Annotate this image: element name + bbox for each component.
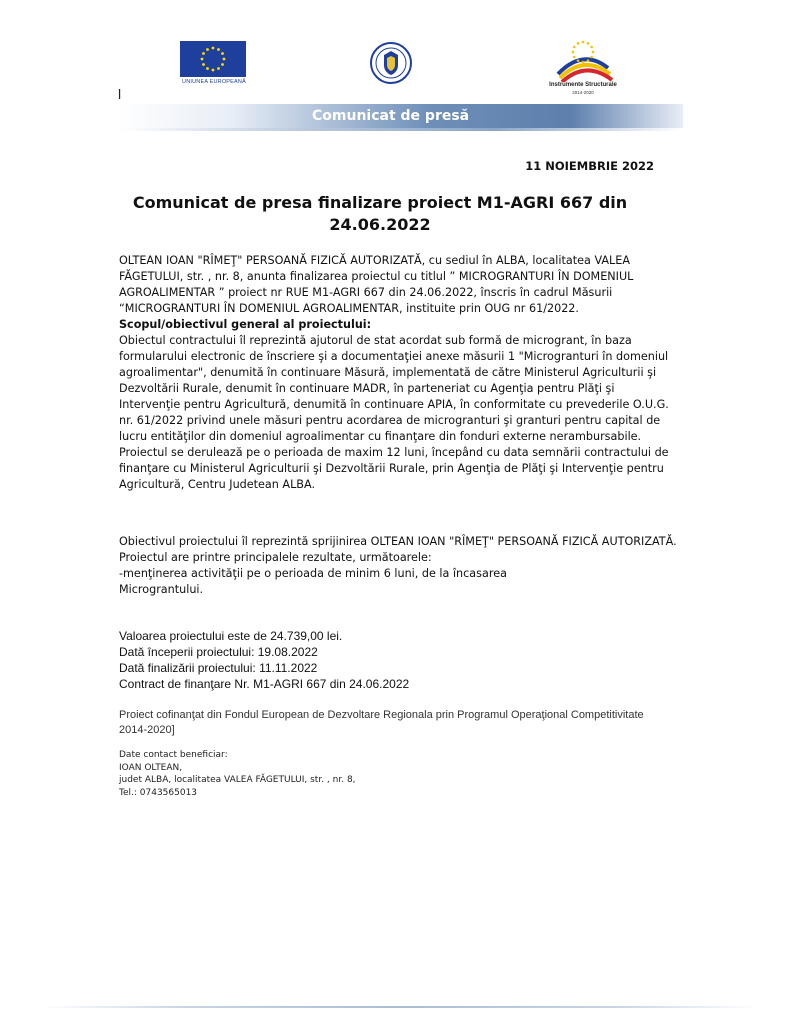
star-icon (223, 58, 226, 61)
structural-instruments-caption: Instrumente Structurale (549, 82, 617, 88)
star-icon (202, 52, 205, 55)
banner-strip (118, 128, 683, 131)
duration-paragraph: Proiectul se derulează pe o perioada de maxim 12 luni, începând cu data semnării contractului de finanţare cu Ministerul Agriculturii şi Dezvoltării Rurale, prin Agenţia de Plăţi şi Intervenţie pentru Agricultură, Centru Judetean ALBA. (119, 446, 669, 491)
star-icon (206, 48, 209, 51)
banner-title: Comunicat de presă (312, 108, 470, 124)
scope-paragraph: Obiectul contractului îl reprezintă ajutorul de stat acordat sub formă de microgrant, în baza formularului electronic de înscriere şi a documentaţiei anexe măsurii 1 "Microgranturi în domeniul agroalimentar", denumită în continuare Măsură, implementată de către Ministerul Agriculturii şi Dezvoltării Rurale, denumit în continuare MADR, în parteneriat cu Agenţia pentru Plăţi şi Intervenţie pentru Agricultură, denumită în continuare APIA, în conformitate cu prevederile O.U.G. nr. 61/2022 privind unele măsuri pentru acordarea de microgranturi şi granturi pentru capital de lucru entităţilor din domeniul agroalimentar cu finanţare din fonduri externe nerambursabile. (119, 334, 669, 443)
star-icon (587, 59, 590, 62)
star-icon (221, 63, 224, 66)
star-icon (212, 47, 215, 50)
eu-caption: UNIUNEA EUROPEANĂ (182, 79, 246, 85)
star-icon (202, 63, 205, 66)
objective-paragraph: Obiectivul proiectului îl reprezintă sprijinirea OLTEAN IOAN "RÎMEŢ" PERSOANĂ FIZICĂ AUTORIZATĂ. (119, 535, 677, 548)
contact-address: judet ALBA, localitatea VALEA FĂGETULUI, str. , nr. 8, (119, 775, 356, 785)
financing-contract: Contract de finanţare Nr. M1-AGRI 667 din 24.06.2022 (119, 677, 410, 691)
star-icon (217, 48, 220, 51)
star-icon (582, 61, 585, 64)
contact-phone: Tel.: 0743565013 (119, 787, 198, 798)
cofinancing-note: Proiect cofinanţat din Fondul European de Dezvoltare Regionala prin Programul Operaţional Competitivitate 2014-2020] (119, 709, 644, 736)
star-icon (572, 51, 575, 54)
contact-block (119, 749, 659, 799)
star-icon (582, 41, 585, 44)
star-icon (590, 46, 593, 49)
intro-paragraph: OLTEAN IOAN "RÎMEŢ" PERSOANĂ FIZICĂ AUTORIZATĂ, cu sediul în ALBA, localitatea VALEA FĂGETULUI, str. , nr. 8, anunta finalizarea proiectul cu titlul ” MICROGRANTURI ÎN DOMENIUL AGROALIMENTAR ” proiect nr RUE M1-AGRI 667 din 24.06.2022, înscris în cadrul Măsurii “MICROGRANTURI ÎN DOMENIUL AGROALIMENTAR, instituite prin OUG nr 61/2022. (119, 254, 634, 315)
star-icon (577, 59, 580, 62)
project-value: Valoarea proiectului este de 24.739,00 lei. (119, 629, 343, 643)
objective-section (119, 534, 679, 598)
star-icon (221, 52, 224, 55)
star-icon (587, 42, 590, 45)
star-icon (201, 58, 204, 61)
results-item-line-2: Micrograntului. (119, 583, 204, 596)
title-line-1: Comunicat de presa finalizare proiect M1-AGRI 667 din (132, 193, 628, 212)
eu-logo (180, 41, 248, 87)
stray-mark: l (118, 86, 122, 102)
results-intro: Proiectul are printre principalele rezultate, următoarele: (119, 551, 432, 564)
star-icon (206, 67, 209, 70)
star-icon (592, 51, 595, 54)
project-end-date: Dată finalizării proiectului: 11.11.2022 (119, 661, 318, 675)
document-title (120, 192, 640, 236)
project-start-date: Dată începerii proiectului: 19.08.2022 (119, 645, 318, 659)
document-body (119, 253, 679, 493)
star-icon (217, 67, 220, 70)
footer-line (40, 1006, 760, 1008)
star-icon (573, 46, 576, 49)
structural-instruments-years: 2014-2020 (572, 90, 594, 95)
star-icon (212, 69, 215, 72)
results-item-line-1: -menţinerea activităţii pe o perioada de minim 6 luni, de la încasarea (119, 567, 507, 580)
eu-flag-icon (180, 41, 246, 77)
contact-name: IOAN OLTEAN, (119, 762, 183, 773)
document-date: 11 NOIEMBRIE 2022 (525, 159, 654, 173)
title-line-2: 24.06.2022 (329, 215, 431, 234)
star-icon (590, 56, 593, 59)
star-icon (577, 42, 580, 45)
contact-heading: Date contact beneficiar: (119, 750, 228, 760)
romanian-government-logo (367, 41, 415, 85)
project-details (119, 628, 679, 692)
star-icon (573, 56, 576, 59)
structural-instruments-logo (548, 38, 618, 100)
scope-heading: Scopul/obiectivul general al proiectului: (119, 318, 372, 331)
